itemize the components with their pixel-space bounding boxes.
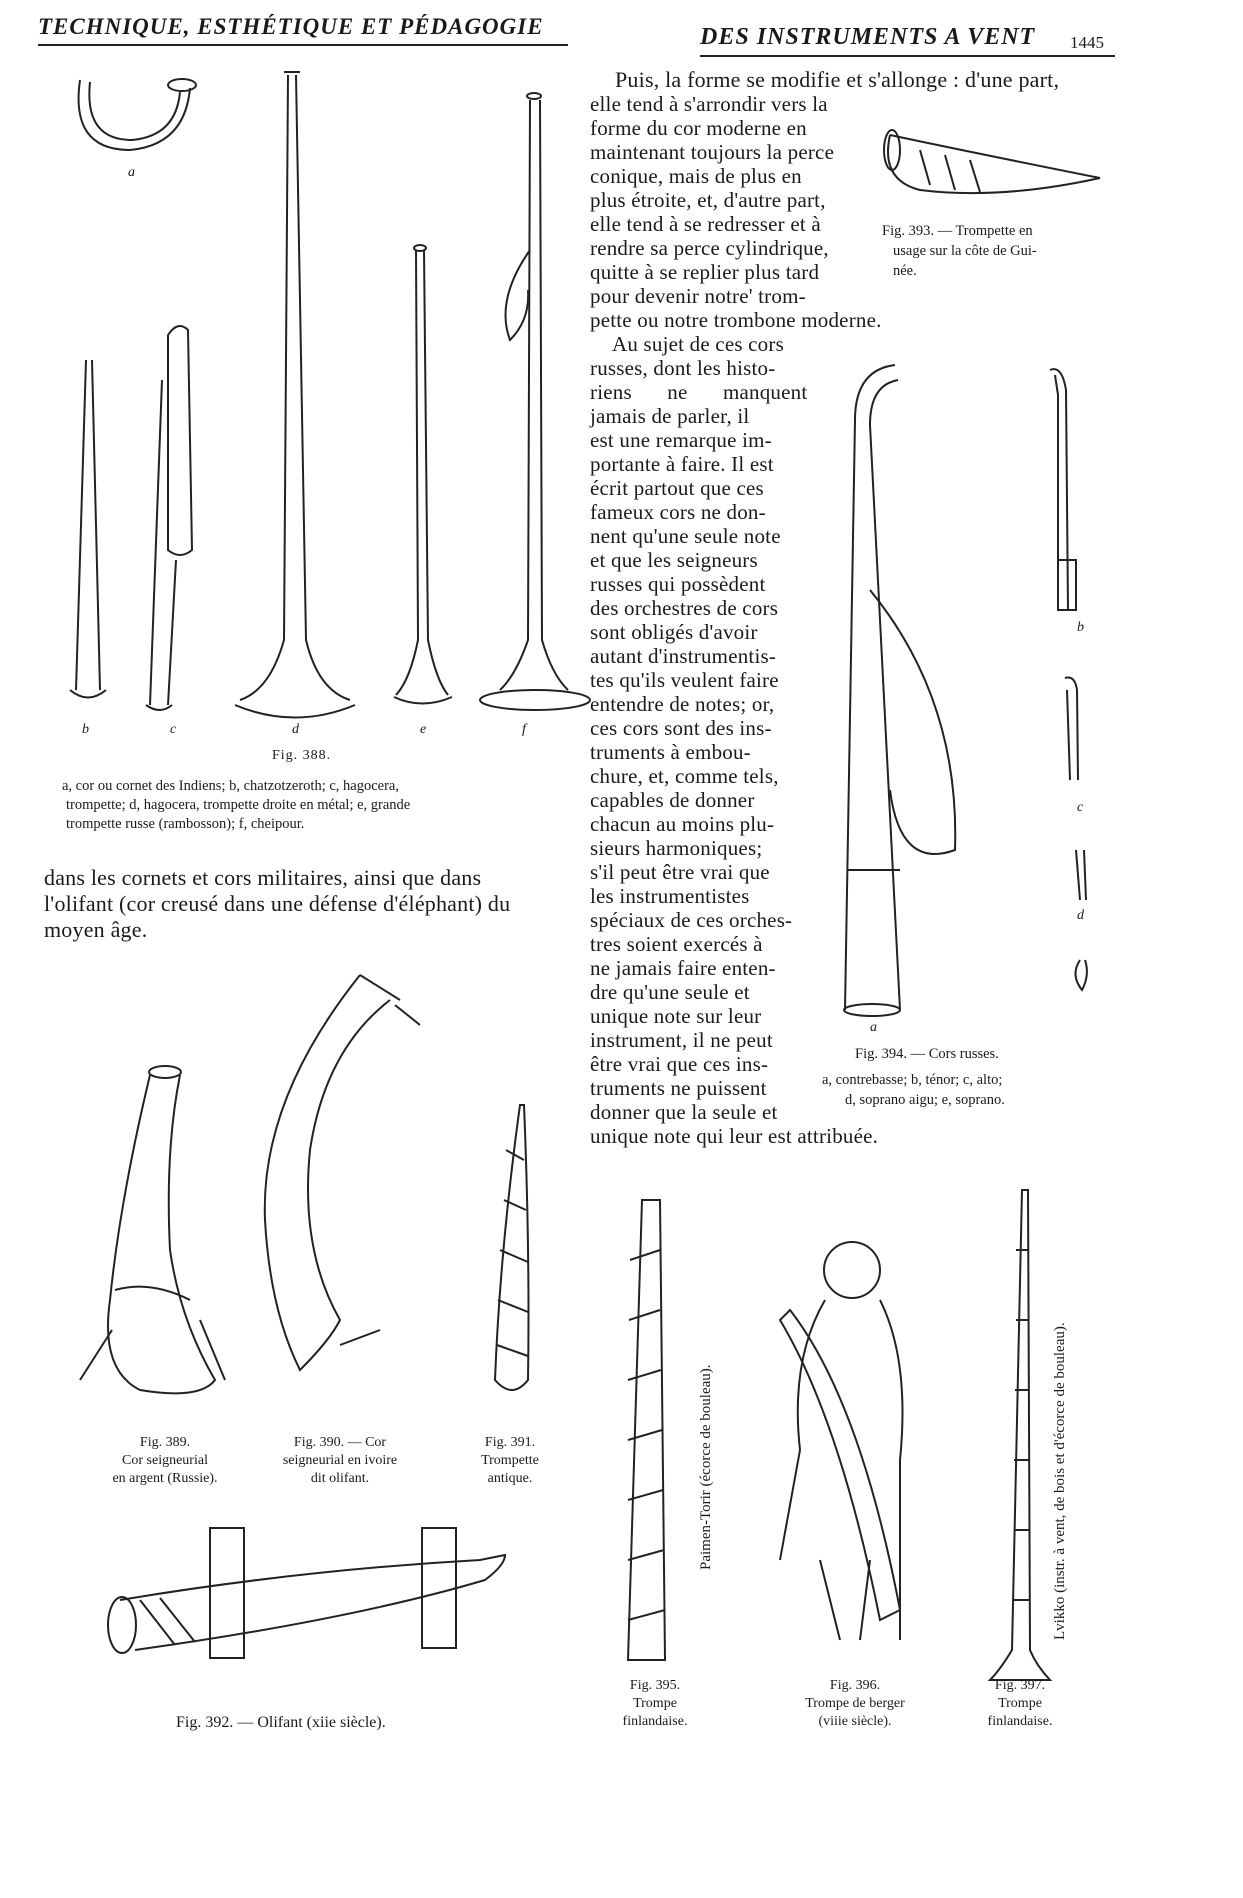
right-text-line-2: elle tend à s'arrondir vers la: [590, 92, 828, 116]
right-text-line-29: truments à embou-: [590, 740, 751, 764]
horn-a-drawing: [79, 80, 190, 150]
fig389-caption-line-2: Cor seigneurial: [122, 1453, 208, 1468]
right-text-line-12: Au sujet de ces cors: [612, 332, 784, 356]
cor-c-drawing: [1065, 678, 1078, 781]
right-text-line-1: Puis, la forme se modifie et s'allonge : d'une part,: [615, 67, 1060, 92]
fig394-caption-line-2: d, soprano aigu; e, soprano.: [845, 1092, 1005, 1108]
trumpet-b-drawing: [76, 360, 100, 690]
fig395-caption-line-1: Fig. 395.: [629, 1678, 681, 1693]
right-text-line-5: conique, mais de plus en: [590, 164, 802, 188]
trumpet-d-drawing: [240, 75, 350, 700]
right-text-line-11: pette ou notre trombone moderne.: [590, 308, 882, 332]
fig388-letter-b: b: [82, 722, 89, 737]
olifant-390-drawing: [265, 975, 390, 1370]
right-text-line-17: portante à faire. Il est: [590, 452, 774, 476]
right-text-line-20: nent qu'une seule note: [590, 524, 781, 548]
right-text-line-38: ne jamais faire enten-: [590, 956, 776, 980]
fig395-caption-line-3: finlandaise.: [622, 1714, 688, 1729]
trumpet-c-drawing: [168, 326, 192, 555]
right-text-line-7: elle tend à se redresser et à: [590, 212, 821, 236]
fig394-letter-d: d: [1077, 908, 1084, 923]
right-text-line-36: spéciaux de ces orches-: [590, 908, 793, 932]
fig396-caption-line-1: Fig. 396.: [829, 1678, 881, 1693]
fig396-caption-line-3: (viiie siècle).: [818, 1714, 892, 1729]
right-text-line-33: sieurs harmoniques;: [590, 836, 763, 860]
right-text-line-23: des orchestres de cors: [590, 596, 779, 620]
fig397-vertical-label: Lvikko (instr. à vent, de bois et d'écorce de bouleau).: [1052, 1322, 1068, 1640]
right-text-line-43: truments ne puissent: [590, 1076, 767, 1100]
right-text-line-25: autant d'instrumentis-: [590, 644, 777, 668]
fig397-caption-line-1: Fig. 397.: [994, 1678, 1046, 1693]
right-text-line-39: dre qu'une seule et: [590, 980, 750, 1004]
fig388-letter-d: d: [292, 722, 299, 737]
fig388-letter-e: e: [420, 722, 427, 737]
trompe-397-drawing: [990, 1190, 1050, 1680]
right-text-line-13: russes, dont les histo-: [590, 356, 776, 380]
right-text-line-10: pour devenir notre' trom-: [590, 284, 806, 308]
right-text-line-41: instrument, il ne peut: [590, 1028, 773, 1052]
right-text-line-9: quitte à se replier plus tard: [590, 260, 820, 284]
fig391-caption-line-1: Fig. 391.: [484, 1435, 536, 1450]
right-text-line-19: fameux cors ne don-: [590, 500, 766, 524]
fig394-caption-line-1: a, contrebasse; b, ténor; c, alto;: [822, 1072, 1003, 1088]
fig390-caption-line-3: dit olifant.: [310, 1471, 370, 1486]
right-text-line-27: entendre de notes; or,: [590, 692, 775, 716]
fig394-letter-c: c: [1077, 800, 1084, 815]
page-number: 1445: [1070, 33, 1104, 52]
right-text-line-24: sont obligés d'avoir: [590, 620, 758, 644]
left-paragraph-line-2: l'olifant (cor creusé dans une défense d'éléphant) du: [44, 891, 511, 916]
right-text-line-14: riens ne manquent: [590, 380, 808, 404]
fig394-label: Fig. 394. — Cors russes.: [855, 1046, 999, 1062]
strap-left-drawing: [210, 1528, 244, 1658]
cor-e-drawing: [1075, 960, 1086, 990]
trumpet-393-drawing: [888, 135, 1100, 193]
fig393-caption-line-3: née.: [893, 263, 917, 279]
cor-b-drawing: [1050, 369, 1068, 610]
fig388-letter-a: a: [128, 165, 135, 180]
right-text-line-3: forme du cor moderne en: [590, 116, 807, 140]
shepherd-horn-drawing: [780, 1310, 900, 1620]
fig395-caption-line-2: Trompe: [633, 1696, 677, 1711]
right-text-line-22: russes qui possèdent: [590, 572, 766, 596]
right-text-line-4: maintenant toujours la perce: [590, 140, 835, 164]
fig389-caption-line-3: en argent (Russie).: [112, 1471, 218, 1486]
cor-a-drawing: [845, 365, 900, 1010]
right-text-line-18: écrit partout que ces: [590, 476, 764, 500]
right-text-line-44: donner que la seule et: [590, 1100, 778, 1124]
fig395-vertical-label: Paimen-Torir (écorce de bouleau).: [698, 1364, 714, 1570]
right-text-line-30: chure, et, comme tels,: [590, 764, 779, 788]
fig388-letter-f: f: [522, 722, 526, 737]
shepherd-body-drawing: [780, 1300, 903, 1640]
fig394-letter-a: a: [870, 1020, 877, 1035]
right-text-line-6: plus étroite, et, d'autre part,: [590, 188, 826, 212]
running-header-right: DES INSTRUMENTS A VENT: [700, 24, 1036, 50]
fig388-caption-line-2: trompette; d, hagocera, trompette droite en métal; e, grande: [66, 797, 411, 813]
fig390-caption-line-1: Fig. 390. — Cor: [293, 1435, 387, 1450]
trumpet-e-drawing: [396, 250, 448, 695]
fig397-caption-line-3: finlandaise.: [987, 1714, 1053, 1729]
fig393-caption-line-2: usage sur la côte de Gui-: [893, 243, 1037, 259]
right-text-line-32: chacun au moins plu-: [590, 812, 775, 836]
right-text-line-28: ces cors sont des ins-: [590, 716, 772, 740]
fig390-caption-line-2: seigneurial en ivoire: [282, 1453, 398, 1468]
right-text-line-42: être vrai que ces ins-: [590, 1052, 769, 1076]
fig388-label: Fig. 388.: [272, 748, 332, 763]
right-text-line-15: jamais de parler, il: [590, 404, 750, 428]
fig388-caption-line-3: trompette russe (rambosson); f, cheipour.: [66, 816, 305, 832]
trompe-395-drawing: [628, 1200, 665, 1660]
fig388-caption-line-1: a, cor ou cornet des Indiens; b, chatzotzeroth; c, hagocera,: [62, 778, 399, 794]
left-paragraph-line-1: dans les cornets et cors militaires, ainsi que dans: [44, 865, 482, 890]
fig389-caption-line-1: Fig. 389.: [139, 1435, 191, 1450]
right-text-line-16: est une remarque im-: [590, 428, 772, 452]
right-text-line-8: rendre sa perce cylindrique,: [590, 236, 829, 260]
fig393-caption-line-1: Fig. 393. — Trompette en: [882, 223, 1033, 239]
trumpet-f-drawing: [500, 100, 568, 690]
olifant-392-drawing: [120, 1555, 505, 1650]
fig388-letter-c: c: [170, 722, 177, 737]
fig396-caption-line-2: Trompe de berger: [805, 1696, 905, 1711]
right-text-line-35: les instrumentistes: [590, 884, 750, 908]
fig394-letter-b: b: [1077, 620, 1084, 635]
shepherd-head-drawing: [824, 1242, 880, 1298]
right-text-line-26: tes qu'ils veulent faire: [590, 668, 779, 692]
trumpet-391-drawing: [495, 1105, 529, 1390]
fig392-caption: Fig. 392. — Olifant (xiie siècle).: [176, 1714, 386, 1731]
fig397-caption-line-2: Trompe: [998, 1696, 1042, 1711]
horn-389-drawing: [108, 1075, 215, 1393]
header-rule-left: [38, 44, 568, 46]
cor-d-drawing: [1076, 850, 1086, 900]
header-rule-right: [700, 55, 1115, 57]
left-paragraph-line-3: moyen âge.: [44, 917, 148, 942]
fig391-caption-line-3: antique.: [487, 1471, 533, 1486]
right-text-line-37: tres soient exercés à: [590, 932, 763, 956]
right-text-line-21: et que les seigneurs: [590, 548, 758, 572]
right-text-line-31: capables de donner: [590, 788, 755, 812]
right-text-line-34: s'il peut être vrai que: [590, 860, 770, 884]
fig391-caption-line-2: Trompette: [481, 1453, 539, 1468]
right-text-line-45: unique note qui leur est attribuée.: [590, 1124, 879, 1148]
running-header-left: TECHNIQUE, ESTHÉTIQUE ET PÉDAGOGIE: [38, 14, 544, 39]
right-text-line-40: unique note sur leur: [590, 1004, 762, 1028]
strap-right-drawing: [422, 1528, 456, 1648]
